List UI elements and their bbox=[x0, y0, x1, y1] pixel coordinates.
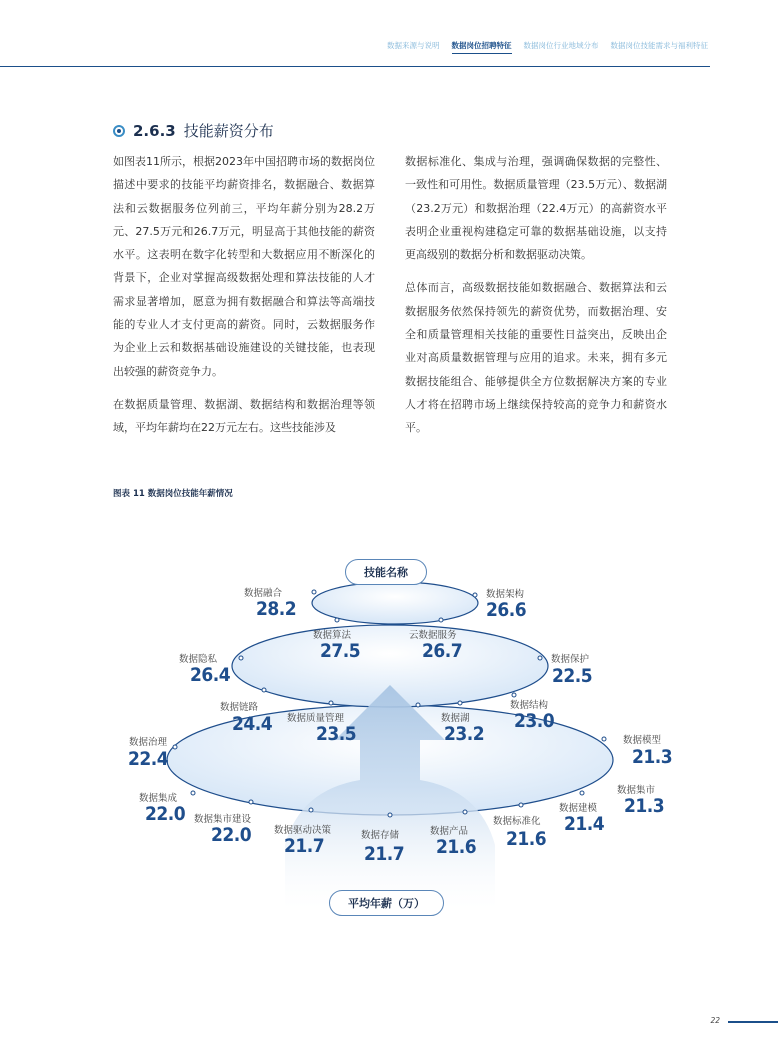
section-title: 技能薪资分布 bbox=[183, 122, 274, 140]
skill-label: 数据架构 bbox=[486, 589, 525, 600]
skill-value: 21.3 bbox=[632, 746, 673, 768]
skill-label: 数据质量管理 bbox=[287, 713, 345, 724]
skill-label: 数据链路 bbox=[220, 702, 259, 713]
nav-tab-skill-welfare[interactable]: 数据岗位技能需求与福利特征 bbox=[610, 41, 708, 50]
dot bbox=[312, 590, 316, 594]
skill-name-pill: 技能名称 bbox=[345, 559, 427, 585]
skill-label: 数据保护 bbox=[551, 654, 590, 665]
skill-value: 21.6 bbox=[506, 828, 547, 850]
section-heading bbox=[113, 120, 274, 141]
skill-value: 23.2 bbox=[444, 723, 485, 745]
target-icon bbox=[113, 125, 125, 137]
text-column-left bbox=[113, 150, 375, 450]
dot bbox=[602, 737, 606, 741]
skill-label: 数据集成 bbox=[139, 793, 178, 804]
diagram-graphics bbox=[0, 540, 778, 940]
dot bbox=[463, 810, 467, 814]
dot bbox=[191, 791, 195, 795]
skill-label: 数据模型 bbox=[623, 735, 662, 746]
skill-value: 26.7 bbox=[422, 640, 463, 662]
skill-label: 数据集市 bbox=[617, 785, 656, 796]
skill-value: 21.3 bbox=[624, 795, 665, 817]
dot bbox=[416, 703, 420, 707]
skill-value: 27.5 bbox=[320, 640, 361, 662]
skill-value: 22.5 bbox=[552, 665, 593, 687]
dot bbox=[262, 688, 266, 692]
paragraph-3: 总体而言，高级数据技能如数据融合、数据算法和云数据服务依然保持领先的薪资优势，而数据治理、安全和质量管理相关技能的重要性日益突出，反映出企业对高质量数据管理与应用的追求。未来，拥有多元数据技能组合、能够提供全方位数据解决方案的专业人才将在招聘市场上继续保持较高的竞争力和薪资水平。 bbox=[405, 281, 667, 435]
dot bbox=[580, 791, 584, 795]
dot bbox=[458, 701, 462, 705]
dot bbox=[173, 745, 177, 749]
skill-label: 数据集市建设 bbox=[194, 814, 252, 825]
nav-tab-industry-region[interactable]: 数据岗位行业地域分布 bbox=[523, 41, 599, 50]
skill-label: 数据治理 bbox=[129, 737, 168, 748]
skill-value: 23.0 bbox=[514, 710, 555, 732]
figure-caption: 图表 11 数据岗位技能年薪情况 bbox=[113, 489, 233, 499]
skill-value: 24.4 bbox=[232, 713, 273, 735]
top-navigation bbox=[387, 40, 708, 54]
skill-label: 数据结构 bbox=[510, 700, 549, 711]
skill-value: 21.4 bbox=[564, 813, 605, 835]
skill-value: 22.0 bbox=[145, 803, 186, 825]
dot bbox=[249, 800, 253, 804]
skill-label: 数据建模 bbox=[559, 803, 598, 814]
dot bbox=[473, 593, 477, 597]
dot bbox=[439, 618, 443, 622]
dot bbox=[388, 813, 392, 817]
paragraph-2-continued: 数据标准化、集成与治理，强调确保数据的完整性、一致性和可用性。数据质量管理（23.5万元）、数据湖（23.2万元）和数据治理（22.4万元）的高薪资水平表明企业重视构建稳定可靠的数据基础设施，以支持更高级别的数据分析和数据驱动决策。 bbox=[405, 155, 667, 262]
paragraph-2: 在数据质量管理、数据湖、数据结构和数据治理等领域，平均年薪均在22万元左右。这些技能涉及 bbox=[113, 397, 375, 435]
skill-label: 数据算法 bbox=[313, 630, 352, 641]
skill-label: 数据存储 bbox=[361, 830, 400, 841]
text-column-right bbox=[405, 150, 667, 450]
skill-label: 数据隐私 bbox=[179, 654, 218, 665]
dot bbox=[309, 808, 313, 812]
footer-rule bbox=[728, 1021, 778, 1023]
header-divider bbox=[0, 66, 710, 67]
skill-value: 28.2 bbox=[256, 598, 297, 620]
nav-tab-recruitment[interactable]: 数据岗位招聘特征 bbox=[452, 40, 512, 54]
paragraph-1: 如图表11所示，根据2023年中国招聘市场的数据岗位描述中要求的技能平均薪资排名，数据融合、数据算法和云数据服务位列前三，平均年薪分别为28.2万元、27.5万元和26.7万元，明显高于其他技能的薪资水平。这表明在数字化转型和大数据应用不断深化的背景下，企业对掌握高级数据处理和算法技能的人才需求显著增加，愿意为拥有数据融合和算法等高端技能的专业人才支付更高的薪资。同时，云数据服务作为企业上云和数据基础设施建设的关键技能，也表现出较强的薪资竞争力。 bbox=[113, 155, 375, 378]
dot bbox=[519, 803, 523, 807]
skill-value: 21.7 bbox=[284, 835, 325, 857]
skill-value: 22.0 bbox=[211, 824, 252, 846]
dot bbox=[239, 656, 243, 660]
skill-value: 21.7 bbox=[364, 843, 405, 865]
skill-value: 23.5 bbox=[316, 723, 357, 745]
skill-value: 22.4 bbox=[128, 748, 169, 770]
skill-label: 数据融合 bbox=[244, 588, 283, 599]
skill-label: 数据产品 bbox=[430, 826, 469, 837]
skill-salary-diagram bbox=[0, 540, 778, 940]
dot bbox=[335, 618, 339, 622]
skill-label: 云数据服务 bbox=[409, 630, 457, 641]
skill-label: 数据驱动决策 bbox=[274, 825, 332, 836]
nav-tab-data-source[interactable]: 数据来源与说明 bbox=[387, 41, 440, 50]
dot bbox=[329, 701, 333, 705]
page-number: 22 bbox=[710, 1016, 720, 1025]
skill-label: 数据湖 bbox=[441, 713, 470, 724]
avg-salary-pill: 平均年薪（万） bbox=[329, 890, 444, 916]
dot bbox=[538, 656, 542, 660]
section-number: 2.6.3 bbox=[133, 121, 176, 140]
skill-value: 26.4 bbox=[190, 664, 231, 686]
skill-label: 数据标准化 bbox=[493, 816, 541, 827]
skill-value: 21.6 bbox=[436, 836, 477, 858]
skill-value: 26.6 bbox=[486, 599, 527, 621]
